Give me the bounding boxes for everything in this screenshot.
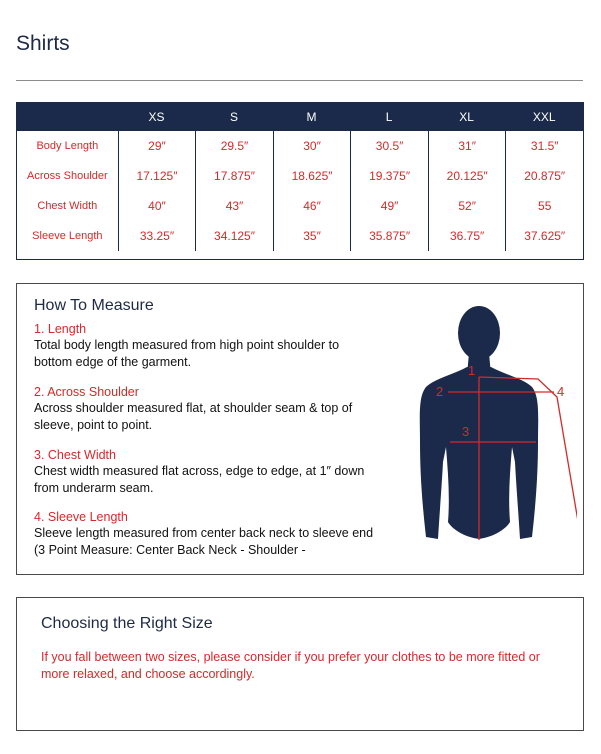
- header-corner-cell: [17, 103, 118, 131]
- size-header-row: [17, 103, 583, 131]
- size-header-s: S: [230, 110, 239, 124]
- table-row-body-length: [17, 131, 583, 161]
- size-header-xs: XS: [148, 110, 165, 124]
- table-cell: 17.875″: [195, 161, 273, 191]
- size-header-l: L: [385, 110, 393, 124]
- measure-heading: 4. Sleeve Length: [34, 510, 128, 524]
- marker-2: 2: [436, 384, 444, 399]
- row-label: Body Length: [36, 140, 99, 152]
- size-header-m: M: [306, 110, 317, 124]
- table-cell: 43″: [195, 191, 273, 221]
- measure-description: Chest width measured flat across, edge to edge, at 1″ down from underarm seam.: [34, 464, 365, 495]
- size-header-xl: XL: [459, 110, 474, 124]
- measure-heading: 1. Length: [34, 322, 87, 336]
- table-cell: 52″: [428, 191, 506, 221]
- table-cell: 33.25″: [118, 221, 196, 251]
- measure-heading: 3. Chest Width: [34, 448, 116, 462]
- table-cell: 29″: [118, 131, 196, 161]
- table-cell: 17.125″: [118, 161, 196, 191]
- choosing-size-text: If you fall between two sizes, please consider if you prefer your clothes to be more fitted or more relaxed, and choose accordingly.: [41, 650, 540, 681]
- table-cell: 40″: [118, 191, 196, 221]
- table-cell: 55: [505, 191, 583, 221]
- marker-3: 3: [462, 424, 470, 439]
- table-cell: 20.875″: [505, 161, 583, 191]
- table-row-across-shoulder: [17, 161, 583, 191]
- table-cell: 35.875″: [350, 221, 428, 251]
- table-cell: 31.5″: [505, 131, 583, 161]
- how-to-measure-title: How To Measure: [34, 297, 154, 314]
- table-cell: 30″: [273, 131, 351, 161]
- how-to-measure-panel: [16, 283, 584, 575]
- choosing-size-title: Choosing the Right Size: [41, 615, 213, 632]
- measure-description: Sleeve length measured from center back neck to sleeve end (3 Point Measure: Center Back Neck - Shoulder -: [34, 526, 374, 557]
- torso-measurement-figure: [412, 297, 577, 567]
- measure-description: Across shoulder measured flat, at shoulder seam & top of sleeve, point to point.: [34, 401, 353, 432]
- size-header-xxl: XXL: [532, 110, 556, 124]
- table-row-chest-width: [17, 191, 583, 221]
- measure-item-across-shoulder: [34, 384, 379, 434]
- table-cell: 30.5″: [350, 131, 428, 161]
- row-label: Chest Width: [37, 200, 98, 212]
- table-cell: 18.625″: [273, 161, 351, 191]
- measure-item-chest-width: [34, 447, 379, 497]
- table-cell: 36.75″: [428, 221, 506, 251]
- table-row-sleeve-length: [17, 221, 583, 251]
- measure-heading: 2. Across Shoulder: [34, 385, 139, 399]
- row-label: Across Shoulder: [26, 170, 108, 182]
- table-cell: 29.5″: [195, 131, 273, 161]
- measure-description: Total body length measured from high point shoulder to bottom edge of the garment.: [34, 338, 340, 369]
- table-cell: 20.125″: [428, 161, 506, 191]
- title-divider: [16, 80, 583, 81]
- table-cell: 46″: [273, 191, 351, 221]
- table-cell: 34.125″: [195, 221, 273, 251]
- measure-item-length: [34, 321, 379, 371]
- row-label: Sleeve Length: [32, 230, 103, 242]
- choosing-size-panel: [16, 597, 584, 731]
- size-chart-table: [16, 102, 584, 260]
- table-cell: 49″: [350, 191, 428, 221]
- table-cell: 37.625″: [505, 221, 583, 251]
- marker-1: 1: [468, 363, 476, 378]
- table-cell: 31″: [428, 131, 506, 161]
- page-title: Shirts: [16, 32, 70, 55]
- table-cell: 35″: [273, 221, 351, 251]
- measure-item-sleeve-length: [34, 509, 379, 559]
- marker-4: 4: [557, 384, 565, 399]
- table-cell: 19.375″: [350, 161, 428, 191]
